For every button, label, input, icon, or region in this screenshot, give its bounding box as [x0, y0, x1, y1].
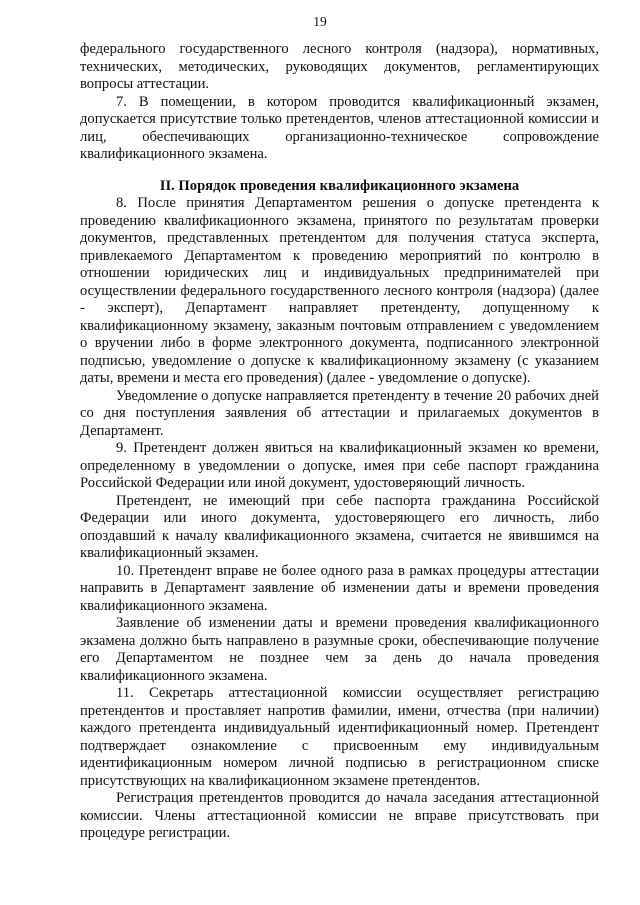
paragraph-8-note: Уведомление о допуске направляется претенденту в течение 20 рабочих дней со дня поступления заявления об аттестации и прилагаемых документов в Департамент.: [80, 387, 599, 439]
paragraph-continuation: федерального государственного лесного контроля (надзора), нормативных, технических, методических, руководящих документов, регламентирующих вопросы аттестации.: [80, 41, 599, 92]
paragraph-9-note: Претендент, не имеющий при себе паспорта гражданина Российской Федерации или иного документа, удостоверяющего его личность, либо опоздавший к началу квалификационного экзамена, считается не явившимся на квалификационный экзамен.: [80, 492, 599, 561]
paragraph-10-note: Заявление об изменении даты и времени проведения квалификационного экзамена должно быть направлено в разумные сроки, обеспечивающие получение его Департаментом не позднее чем за день до начала проведения квалификационного экзамена.: [80, 615, 599, 684]
paragraph-9: 9. Претендент должен явиться на квалификационный экзамен ко времени, определенному в уведомлении о допуске, имея при себе паспорт гражданина Российской Федерации или иной документ, удостоверяющий личность.: [80, 440, 599, 491]
paragraph-10: 10. Претендент вправе не более одного раза в рамках процедуры аттестации направить в Департамент заявление об изменении даты и времени проведения квалификационного экзамена.: [80, 562, 599, 614]
section-heading: II. Порядок проведения квалификационного экзамена: [159, 177, 520, 194]
paragraph-7: 7. В помещении, в котором проводится квалификационный экзамен, допускается присутствие только претендентов, членов аттестационной комиссии и лиц, обеспечивающих организационно-техническое сопровождение квалификационного экзамена.: [80, 93, 599, 162]
page-number: 19: [313, 14, 327, 29]
paragraph-11-note: Регистрация претендентов проводится до начала заседания аттестационной комиссии. Члены аттестационной комиссии не вправе присутствовать при процедуре регистрации.: [80, 790, 599, 841]
document-body: [80, 41, 599, 843]
paragraph-8: 8. После принятия Департаментом решения о допуске претендента к проведению квалификационного экзамена, принятого по результатам проверки документов, представленных претендентом для получения статуса эксперта, привлекаемого Департаментом к проведению мероприятий по контролю в отношении юридических лиц и индивидуальных предпринимателей при осуществлении федерального государственного лесного контроля (надзора) (далее - эксперт), Департамент направляет претенденту, допущенному к квалификационному экзамену, заказным почтовым отправлением с уведомлением о вручении либо в форме электронного документа, подписанного электронной подписью, уведомление о допуске к квалификационному экзамену (с указанием даты, времени и места его проведения) (далее - уведомление о допуске).: [80, 195, 599, 386]
paragraph-11: 11. Секретарь аттестационной комиссии осуществляет регистрацию претендентов и проставляет напротив фамилии, имени, отчества (при наличии) каждого претендента индивидуальный идентификационный номер. Претендент подтверждает ознакомление с присвоенным ему индивидуальным идентификационным номером личной подписью в регистрационном списке присутствующих на квалификационном экзамене претендентов.: [80, 685, 599, 789]
